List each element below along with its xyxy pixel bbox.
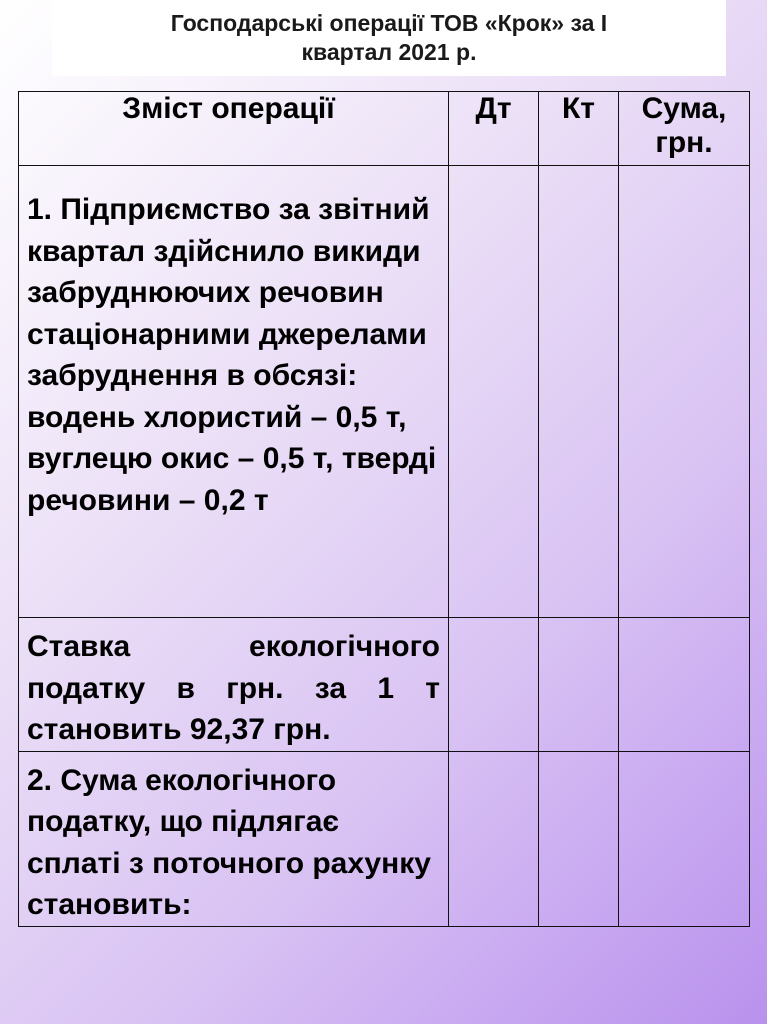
operation-content-cell [19,618,449,752]
operation-content: 2. Сума екологічного податку, що підлягає сплаті з поточного рахунку становить: [27,763,431,921]
header-debit: Дт [449,92,539,166]
table-header-row [19,92,750,166]
title-line-1: Господарські операції ТОВ «Крок» за I [170,10,608,36]
table-row [19,618,750,752]
credit-cell [539,166,619,618]
header-credit: Кт [539,92,619,166]
amount-cell [619,751,750,926]
operation-content: 1. Підприємство за звітний квартал здійснило викиди забруднюючих речовин стаціонарними джерелами забруднення в обсязі: водень хлористий – 0,5 т, вуглецю окис – 0,5 т, тверді речовини – 0,2 т [27,193,437,517]
operation-content-cell [19,751,449,926]
title-line-2: квартал 2021 р. [301,39,477,65]
operations-table [18,91,750,927]
credit-cell [539,618,619,752]
credit-cell [539,751,619,926]
amount-cell [619,166,750,618]
table-row [19,166,750,618]
slide-title [52,0,726,76]
debit-cell [449,618,539,752]
operation-content: Ставка екологічного податку в грн. за 1 т становить 92,37 грн. [27,630,440,746]
amount-cell [619,618,750,752]
operation-content-cell [19,166,449,618]
header-content: Зміст операції [19,92,449,166]
debit-cell [449,166,539,618]
table-row [19,751,750,926]
header-amount: Сума, грн. [619,92,750,166]
debit-cell [449,751,539,926]
